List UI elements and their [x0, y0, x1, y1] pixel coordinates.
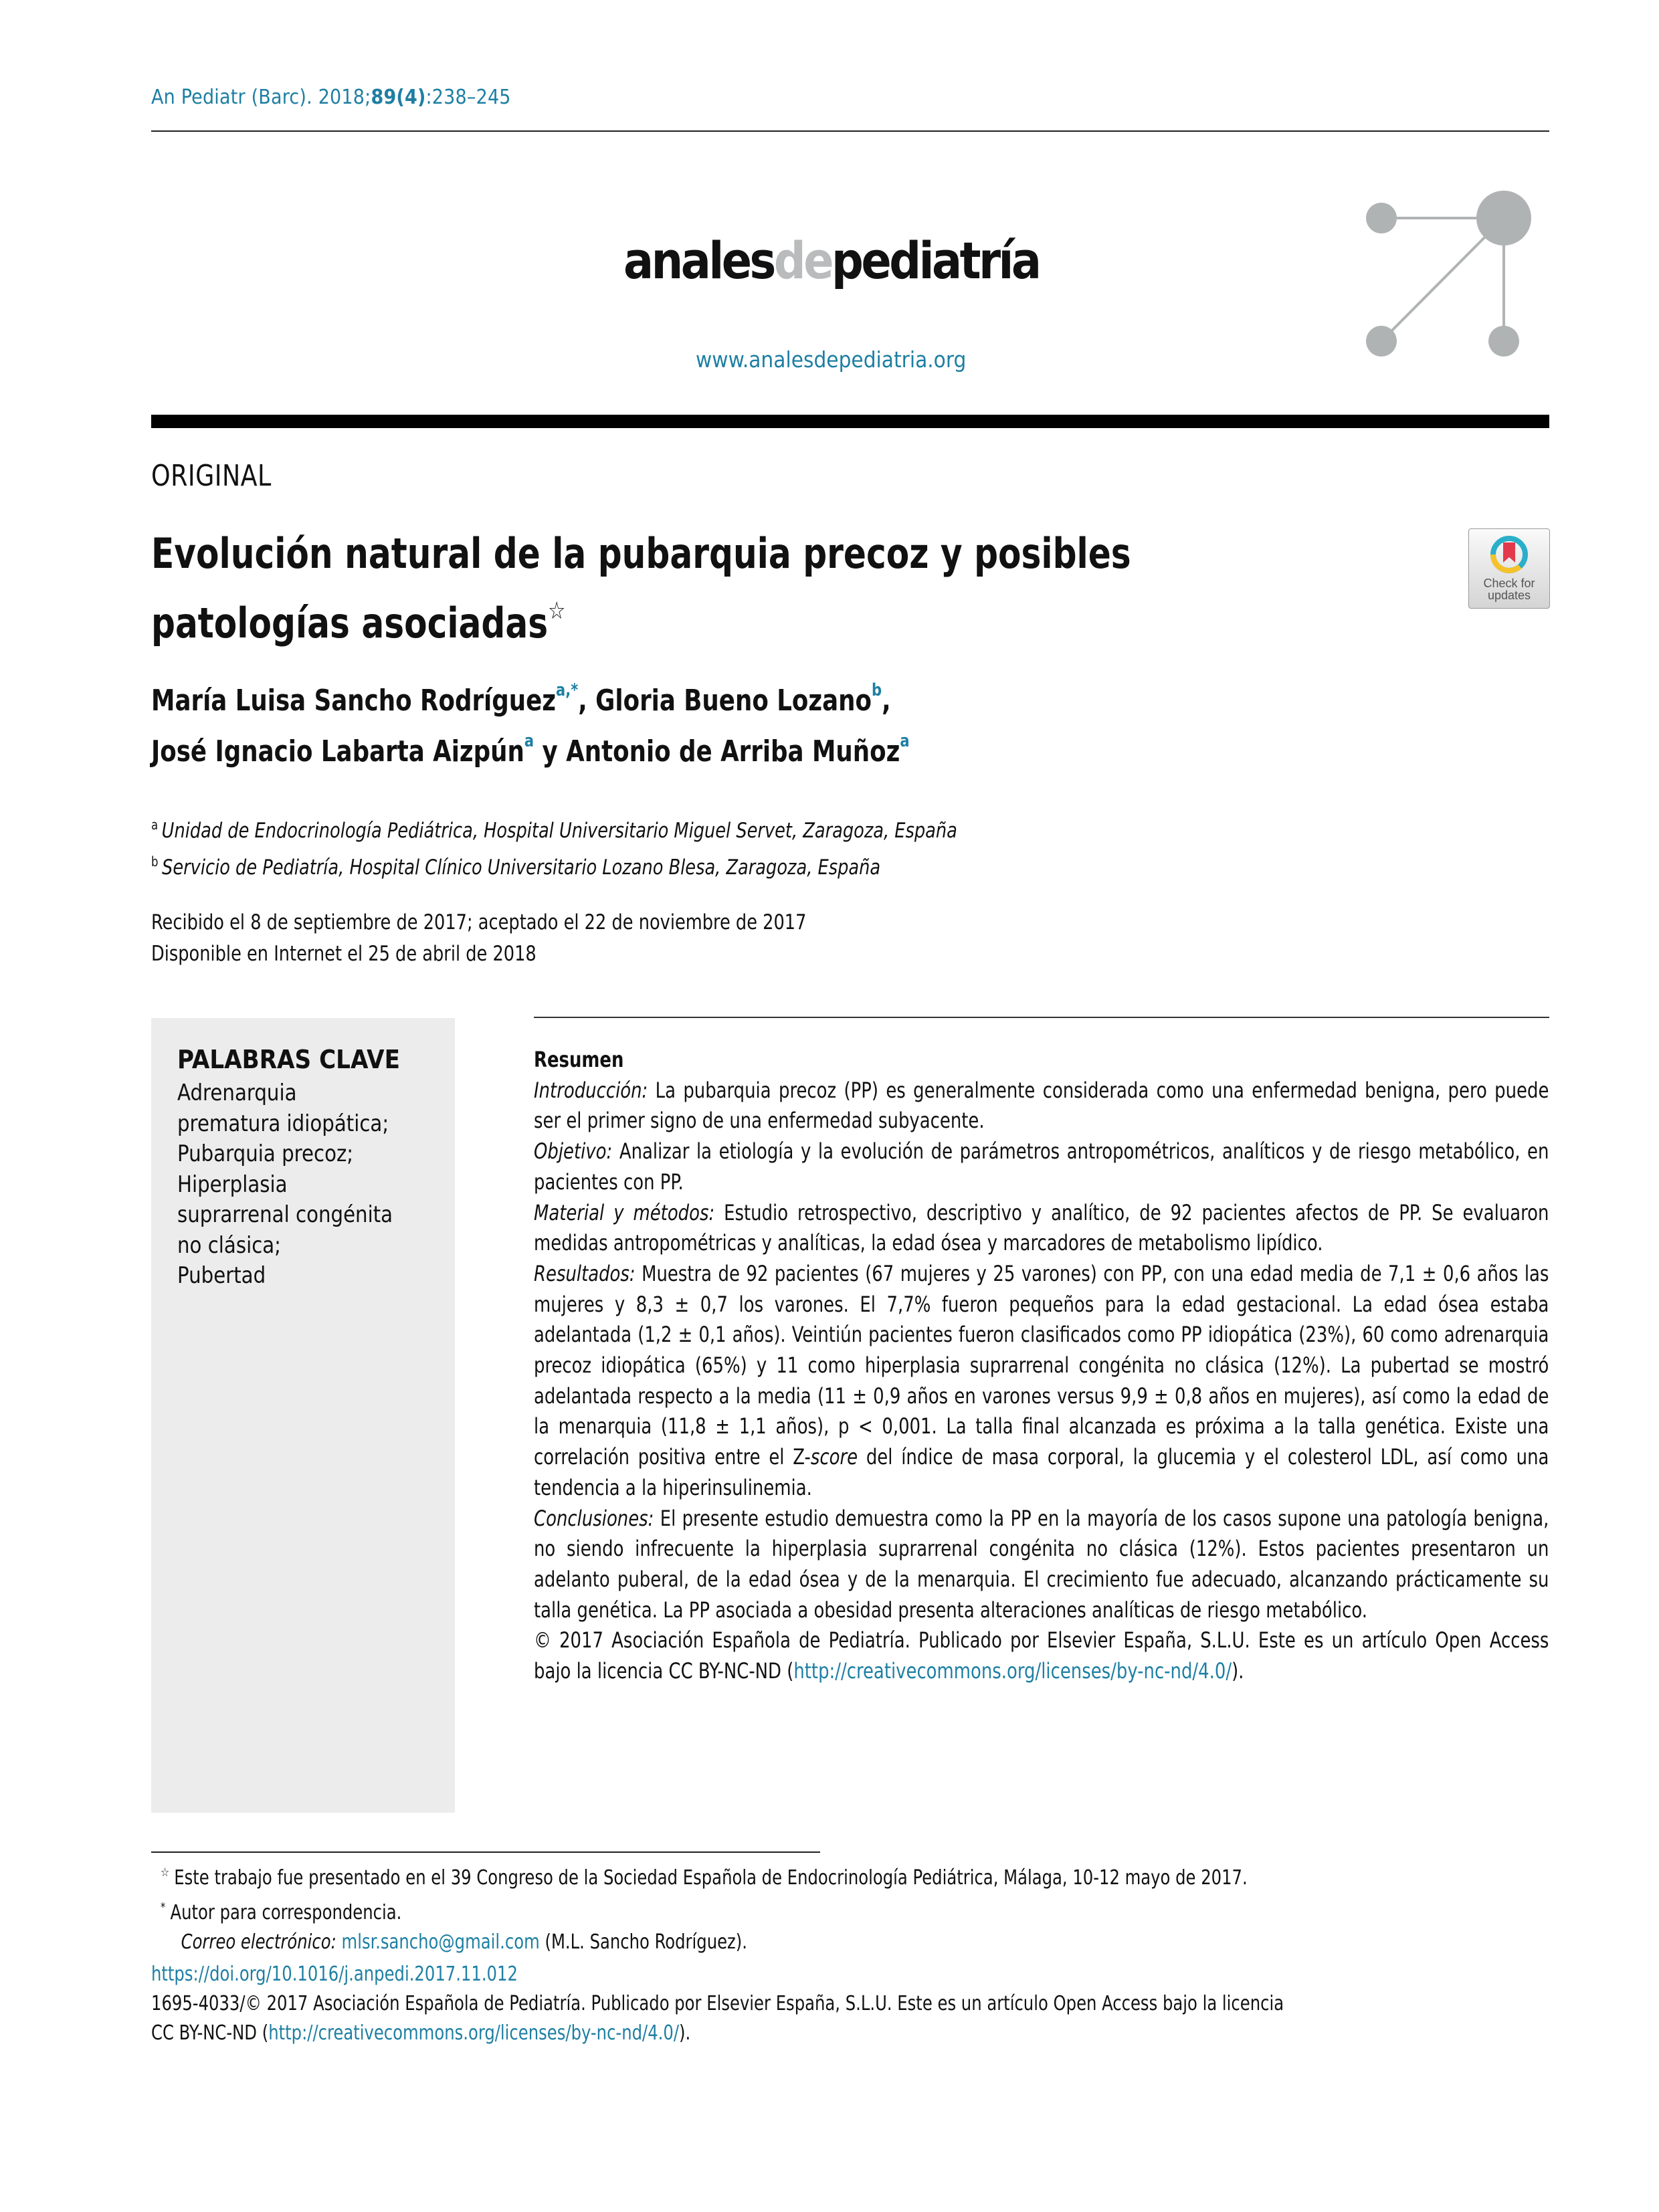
- author-separator: ,: [578, 684, 596, 718]
- section-text: Muestra de 92 pacientes (67 mujeres y 25 varones) con PP, con una edad media de 7,1 ± 0,6 años las mujeres y 8,3 ± 0,7 los varones. El 7,7% fueron pequeños para la edad gestacional. La edad ósea estaba adelantada (1,2 ± 0,1 años). Veintiún pacientes fueron clasificados como PP idiopática (23%), 60 como adrenarquia precoz idiopática (65%) y 11 como hiperplasia suprarrenal congénita no clásica (12%). La pubertad se mostró adelantada respecto a la media (11 ± 0,9 años en varones versus 9,9 ± 0,8 años en mujeres), así como la edad de la menarquia (11,8 ± 1,1 años), p < 0,001. La talla final alcanzada es próxima a la talla genética. Existe una correlación positiva entre el Z-: [534, 1260, 1549, 1470]
- author-affiliation-mark[interactable]: a,*: [556, 680, 579, 700]
- author-name: José Ignacio Labarta Aizpún: [151, 734, 524, 769]
- footnote-email: [161, 1928, 1248, 1957]
- header-rule: [151, 130, 1549, 132]
- abstract-copyright: [534, 1625, 1549, 1686]
- logo-text-anales: anales: [623, 231, 774, 290]
- asterisk-icon: *: [161, 1900, 166, 1914]
- section-text: Estudio retrospectivo, descriptivo y analítico, de 92 pacientes afectos de PP. Se evaluaron medidas antropométricas y analíticas, la edad ósea y marcadores de metabolismo lipídico.: [534, 1199, 1549, 1256]
- received-date: Recibido el 8 de septiembre de 2017; aceptado el 22 de noviembre de 2017: [151, 910, 807, 934]
- check-for-updates-button[interactable]: [1468, 528, 1550, 609]
- affiliation-item: [151, 846, 957, 883]
- doi-link[interactable]: https://doi.org/10.1016/j.anpedi.2017.11.012: [151, 1963, 518, 1986]
- author-affiliation-mark[interactable]: a: [524, 731, 534, 751]
- footnote-star: [161, 1858, 1248, 1893]
- footnote-asterisk: [161, 1893, 1248, 1928]
- section-text: del índice de masa corporal, la glucemia y el colesterol LDL, así como una tendencia a la hiperinsulinemia.: [534, 1444, 1549, 1500]
- star-icon: ☆: [161, 1866, 170, 1880]
- logo-text-de: de: [773, 231, 832, 290]
- keywords-list: [177, 1078, 393, 1292]
- citation-prefix: An Pediatr (Barc). 2018;: [151, 86, 371, 109]
- keyword-line: Pubarquia precoz;: [177, 1140, 354, 1167]
- footnote-text: Este trabajo fue presentado en el 39 Congreso de la Sociedad Española de Endocrinología Pediátrica, Málaga, 10-12 mayo de 2017.: [174, 1866, 1248, 1890]
- network-logo-icon: [1365, 181, 1565, 368]
- email-label: Correo electrónico:: [181, 1930, 336, 1954]
- section-label: Introducción:: [534, 1077, 648, 1103]
- abstract-objetivo: [534, 1136, 1549, 1197]
- citation-volume: 89(4): [371, 86, 426, 109]
- section-text: La pubarquia precoz (PP) es generalmente considerada como una enfermedad benigna, pero puede ser el primer signo de una enfermedad subyacente.: [534, 1077, 1549, 1134]
- article-type: ORIGINAL: [151, 459, 272, 493]
- author-separator: ,: [882, 684, 891, 718]
- journal-website-link[interactable]: www.analesdepediatria.org: [696, 346, 967, 373]
- keyword-line: suprarrenal congénita: [177, 1201, 393, 1228]
- author-name: Gloria Bueno Lozano: [595, 684, 872, 718]
- keyword-line: Adrenarquia: [177, 1080, 297, 1106]
- affiliation-text: Unidad de Endocrinología Pediátrica, Hospital Universitario Miguel Servet, Zaragoza, España: [161, 819, 957, 843]
- keyword-line: prematura idiopática;: [177, 1110, 389, 1137]
- citation-pages: :238–245: [425, 86, 511, 109]
- author-affiliation-mark[interactable]: b: [872, 680, 882, 700]
- abstract-rule: [534, 1017, 1549, 1018]
- header-thick-rule: [151, 415, 1549, 428]
- keyword-line: no clásica;: [177, 1231, 282, 1259]
- section-label: Material y métodos:: [534, 1199, 715, 1225]
- email-link[interactable]: mlsr.sancho@gmail.com: [341, 1930, 540, 1954]
- copyright-end: ).: [1232, 1658, 1244, 1684]
- section-label: Conclusiones:: [534, 1505, 654, 1531]
- title-line-1: Evolución natural de la pubarquia precoz y posibles: [151, 529, 1131, 578]
- section-label: Objetivo:: [534, 1138, 613, 1165]
- author-list: [151, 670, 910, 772]
- abstract-conclusiones: [534, 1504, 1549, 1626]
- license-prefix: CC BY-NC-ND (: [151, 2021, 269, 2045]
- issn-text: 1695-4033/© 2017 Asociación Española de Pediatría. Publicado por Elsevier España, S.L.U. Este es un artículo Open Access bajo la licencia: [151, 1992, 1284, 2015]
- abstract-heading: Resumen: [534, 1047, 624, 1072]
- doi-block: [151, 1960, 1284, 2048]
- available-date: Disponible en Internet el 25 de abril de 2018: [151, 942, 536, 966]
- affiliation-text: Servicio de Pediatría, Hospital Clínico Universitario Lozano Blesa, Zaragoza, España: [162, 856, 881, 880]
- keyword-line: Hiperplasia: [177, 1171, 288, 1198]
- title-line-2: patologías asociadas: [151, 599, 549, 647]
- keyword-line: Pubertad: [177, 1262, 266, 1289]
- article-dates: [151, 907, 806, 970]
- author-affiliation-mark[interactable]: a: [900, 731, 910, 751]
- affiliation-item: [151, 809, 957, 846]
- affiliations: [151, 809, 957, 883]
- license-link[interactable]: http://creativecommons.org/licenses/by-nc-nd/4.0/: [793, 1658, 1232, 1684]
- section-label: Resultados:: [534, 1260, 636, 1286]
- affiliation-mark: a: [151, 817, 159, 833]
- author-name: María Luisa Sancho Rodríguez: [151, 684, 557, 718]
- license-suffix: ).: [679, 2021, 691, 2045]
- crossmark-icon: [1488, 533, 1531, 576]
- journal-logo: [623, 231, 1040, 290]
- license-link[interactable]: http://creativecommons.org/licenses/by-nc-nd/4.0/: [268, 2021, 680, 2045]
- section-italic: score: [810, 1444, 858, 1470]
- abstract-resultados: [534, 1259, 1549, 1504]
- email-suffix: (M.L. Sancho Rodríguez).: [539, 1930, 747, 1954]
- logo-text-pediatria: pediatría: [832, 231, 1040, 290]
- badge-line-1: Check for: [1483, 577, 1535, 590]
- journal-citation[interactable]: [151, 86, 511, 109]
- author-name: Antonio de Arriba Muñoz: [566, 734, 900, 769]
- abstract-metodos: [534, 1198, 1549, 1259]
- abstract-introduccion: [534, 1076, 1549, 1136]
- badge-line-2: updates: [1487, 589, 1531, 602]
- affiliation-mark: b: [151, 853, 159, 870]
- footnote-rule: [151, 1851, 820, 1853]
- title-footnote-star-icon[interactable]: ☆: [548, 597, 566, 625]
- footnotes: [161, 1858, 1248, 1957]
- author-separator: y: [534, 734, 567, 769]
- section-text: El presente estudio demuestra como la PP en la mayoría de los casos supone una patología benigna, no siendo infrecuente la hiperplasia suprarrenal congénita no clásica (12%). Estos pacientes presentaron un adelanto puberal, de la edad ósea y de la menarquia. El crecimiento fue adecuado, alcanzando prácticamente su talla genética. La PP asociada a obesidad presenta alteraciones analíticas de riesgo metabólico.: [534, 1505, 1549, 1623]
- abstract: [534, 1045, 1549, 1687]
- section-text: Analizar la etiología y la evolución de parámetros antropométricos, analíticos y de riesgo metabólico, en pacientes con PP.: [534, 1138, 1549, 1195]
- article-title: [151, 525, 1295, 652]
- footnote-text: Autor para correspondencia.: [170, 1901, 402, 1924]
- keywords-heading: PALABRAS CLAVE: [177, 1045, 400, 1074]
- copyright-text: © 2017 Asociación Española de Pediatría. Publicado por Elsevier España, S.L.U. Este es un artículo Open Access bajo la licencia CC BY-NC-ND (: [534, 1627, 1549, 1684]
